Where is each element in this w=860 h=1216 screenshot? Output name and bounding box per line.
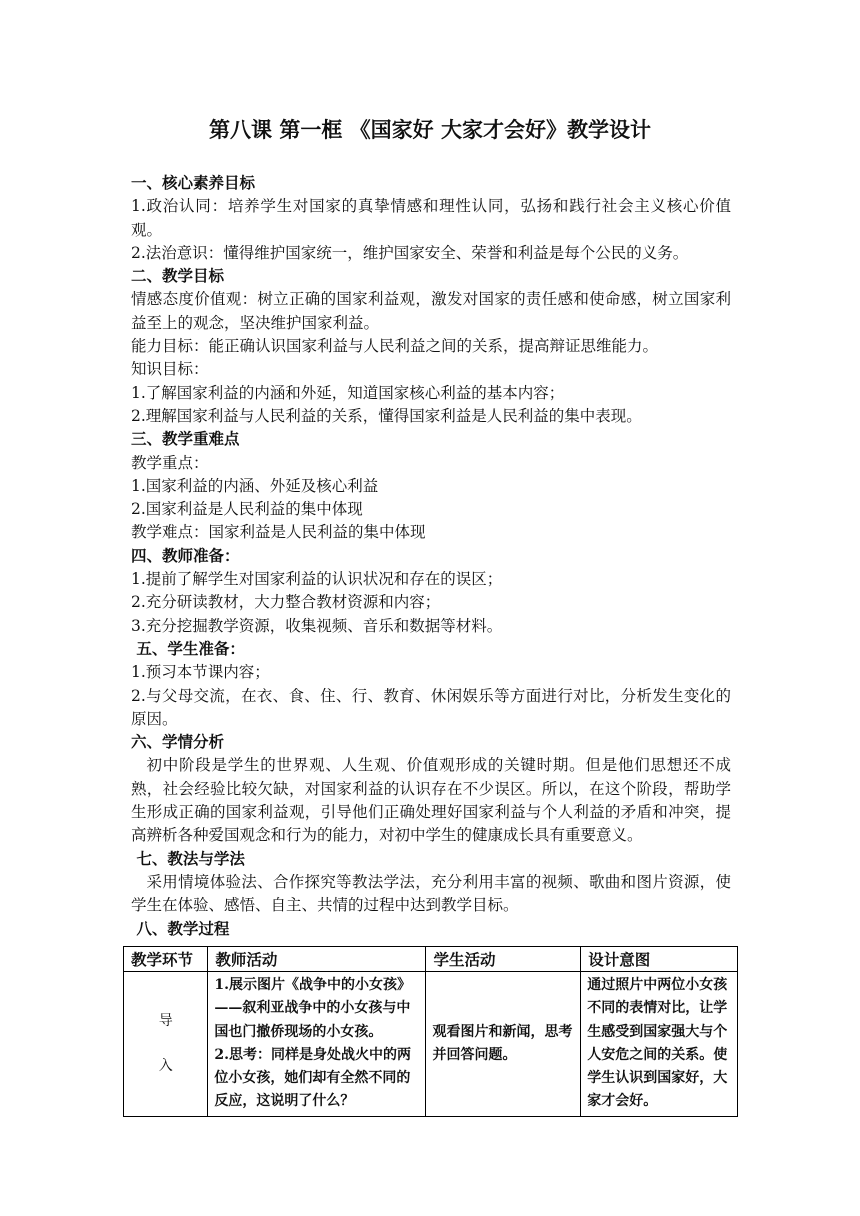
- paragraph: 1.提前了解学生对国家利益的认识状况和存在的误区；: [131, 570, 503, 589]
- paragraph: 教学重点：: [131, 453, 209, 472]
- table-header-cell: 教师活动: [208, 947, 426, 972]
- section-heading-8: 八、教学过程: [131, 919, 230, 938]
- section-heading-5: 五、学生准备：: [131, 639, 245, 658]
- table-header-cell: 设计意图: [581, 947, 738, 972]
- stage-label: 导: [158, 1012, 173, 1029]
- teacher-activity-cell: [208, 972, 426, 1117]
- paragraph: 1.预习本节课内容；: [131, 663, 270, 682]
- teacher-activity-2: 2.思考：同样是身处战火中的两位小女孩，她们却有全然不同的反应，这说明了什么？: [214, 1046, 412, 1110]
- student-activity-cell: 观看图片和新闻，思考并回答问题。: [426, 972, 581, 1117]
- section-heading-3: 三、教学重难点: [131, 430, 240, 449]
- section-heading-1: 一、核心素养目标: [131, 174, 256, 192]
- section-heading-4: 四、教师准备：: [131, 546, 240, 565]
- document-body: [131, 172, 731, 941]
- section-heading-6: 六、学情分析: [131, 733, 225, 752]
- paragraph: 情感态度价值观：树立正确的国家利益观，激发对国家的责任感和使命感，树立国家利益至上的观念，坚决维护国家利益。: [131, 290, 731, 332]
- table-row: [124, 972, 738, 1117]
- paragraph: 采用情境体验法、合作探究等教法学法，充分利用丰富的视频、歌曲和图片资源，使学生在体验、感悟、自主、共情的过程中达到教学目标。: [131, 872, 731, 915]
- design-intent-cell: 通过照片中两位小女孩不同的表情对比，让学生感受到国家强大与个人安危之间的关系。使学生认识到国家好，大家才会好。: [581, 972, 738, 1117]
- stage-label: 入: [158, 1057, 173, 1074]
- paragraph: 教学难点：国家利益是人民利益的集中体现: [131, 523, 426, 542]
- teacher-activity-1: 1.展示图片《战争中的小女孩》——叙利亚战争中的小女孩与中国也门撤侨现场的小女孩。: [214, 977, 412, 1040]
- paragraph: 2.国家利益是人民利益的集中体现: [131, 500, 363, 519]
- paragraph: 初中阶段是学生的世界观、人生观、价值观形成的关键时期。但是他们思想还不成熟，社会经验比较欠缺，对国家利益的认识存在不少误区。所以，在这个阶段，帮助学生形成正确的国家利益观，引导他们正确处理好国家利益与个人利益的矛盾和冲突，提高辨析各种爱国观念和行为的能力，对初中学生的健康成长具有重要意义。: [131, 756, 731, 845]
- stage-cell: [124, 972, 208, 1117]
- paragraph: 2.充分研读教材，大力整合教材资源和内容；: [131, 593, 441, 612]
- section-heading-7: 七、教法与学法: [131, 849, 245, 868]
- teaching-process-table: [123, 946, 738, 1117]
- table-header-cell: 教学环节: [124, 947, 208, 972]
- paragraph: 3.充分挖掘教学资源，收集视频、音乐和数据等材料。: [131, 616, 503, 635]
- table-header-cell: 学生活动: [426, 947, 581, 972]
- paragraph: 1.政治认同：培养学生对国家的真挚情感和理性认同，弘扬和践行社会主义核心价值观。: [131, 197, 731, 239]
- paragraph: 1.了解国家利益的内涵和外延，知道国家核心利益的基本内容；: [131, 383, 565, 402]
- document-title: 第八课 第一框 《国家好 大家才会好》教学设计: [209, 118, 651, 142]
- paragraph: 2.法治意识：懂得维护国家统一，维护国家安全、荣誉和利益是每个公民的义务。: [131, 243, 689, 262]
- paragraph: 知识目标：: [131, 360, 209, 379]
- section-heading-2: 二、教学目标: [131, 267, 225, 286]
- paragraph: 能力目标：能正确认识国家利益与人民利益之间的关系，提高辩证思维能力。: [131, 337, 659, 356]
- paragraph: 1.国家利益的内涵、外延及核心利益: [131, 476, 379, 495]
- table-header-row: [124, 947, 738, 972]
- paragraph: 2.理解国家利益与人民利益的关系，懂得国家利益是人民利益的集中表现。: [131, 406, 642, 425]
- paragraph: 2.与父母交流，在衣、食、住、行、教育、休闲娱乐等方面进行对比，分析发生变化的原因。: [131, 686, 731, 728]
